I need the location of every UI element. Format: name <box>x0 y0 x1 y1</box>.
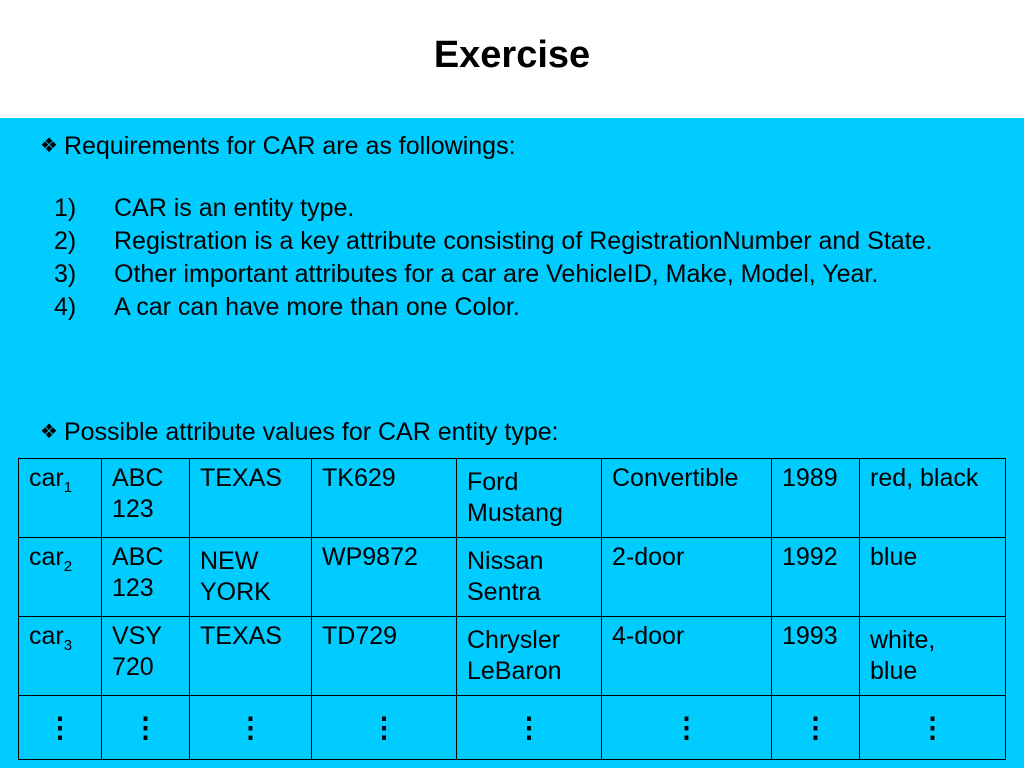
table-row <box>19 538 1006 617</box>
list-item <box>54 192 934 225</box>
ellipsis-row <box>19 696 1006 760</box>
color-cell: red, black <box>860 459 1006 538</box>
list-item-number: 3) <box>54 260 77 288</box>
make-cell: Ford Mustang <box>457 459 602 538</box>
model-cell: 4-door <box>602 617 772 696</box>
color-cell: white, blue <box>860 617 1006 696</box>
car-values-table <box>18 458 1006 760</box>
vehicle-id-cell: WP9872 <box>312 538 457 617</box>
state-cell: TEXAS <box>190 459 312 538</box>
content-panel <box>0 118 1024 768</box>
attribute-values-heading <box>40 418 559 447</box>
state-cell: TEXAS <box>190 617 312 696</box>
diamond-bullet-icon: ❖ <box>40 135 58 157</box>
ellipsis-cell: ⋮ <box>190 696 312 760</box>
ellipsis-cell: ⋮ <box>457 696 602 760</box>
diamond-bullet-icon: ❖ <box>40 421 58 443</box>
list-item-text: A car can have more than one Color. <box>114 293 520 321</box>
requirements-list <box>54 192 934 324</box>
model-cell: Convertible <box>602 459 772 538</box>
slide-title: Exercise <box>433 34 591 76</box>
list-item <box>54 291 934 324</box>
requirements-heading <box>40 132 516 161</box>
color-cell: blue <box>860 538 1006 617</box>
model-cell: 2-door <box>602 538 772 617</box>
ellipsis-cell: ⋮ <box>860 696 1006 760</box>
list-item-number: 2) <box>54 227 77 255</box>
ellipsis-cell: ⋮ <box>602 696 772 760</box>
list-item-number: 1) <box>54 194 77 222</box>
list-item-text: CAR is an entity type. <box>114 194 355 222</box>
list-item-number: 4) <box>54 293 77 321</box>
car-name-cell: car$_2$ <box>19 538 102 617</box>
attribute-values-heading-text: Possible attribute values for CAR entity type: <box>63 418 559 446</box>
make-cell: Nissan Sentra <box>457 538 602 617</box>
list-item <box>54 225 934 258</box>
car-name-cell: car$_3$ <box>19 617 102 696</box>
list-item-text: Registration is a key attribute consisting of RegistrationNumber and State. <box>114 227 933 255</box>
ellipsis-cell: ⋮ <box>102 696 190 760</box>
list-item <box>54 258 934 291</box>
year-cell: 1992 <box>772 538 860 617</box>
year-cell: 1989 <box>772 459 860 538</box>
registration-number-cell: VSY 720 <box>102 617 190 696</box>
requirements-heading-text: Requirements for CAR are as followings: <box>63 132 516 160</box>
vehicle-id-cell: TD729 <box>312 617 457 696</box>
ellipsis-cell: ⋮ <box>772 696 860 760</box>
vehicle-id-cell: TK629 <box>312 459 457 538</box>
list-item-text: Other important attributes for a car are VehicleID, Make, Model, Year. <box>114 260 879 288</box>
ellipsis-cell: ⋮ <box>19 696 102 760</box>
year-cell: 1993 <box>772 617 860 696</box>
registration-number-cell: ABC 123 <box>102 459 190 538</box>
ellipsis-cell: ⋮ <box>312 696 457 760</box>
car-name-cell: car$_1$ <box>19 459 102 538</box>
make-cell: Chrysler LeBaron <box>457 617 602 696</box>
table-row <box>19 459 1006 538</box>
state-cell: NEW YORK <box>190 538 312 617</box>
registration-number-cell: ABC 123 <box>102 538 190 617</box>
table-row <box>19 617 1006 696</box>
